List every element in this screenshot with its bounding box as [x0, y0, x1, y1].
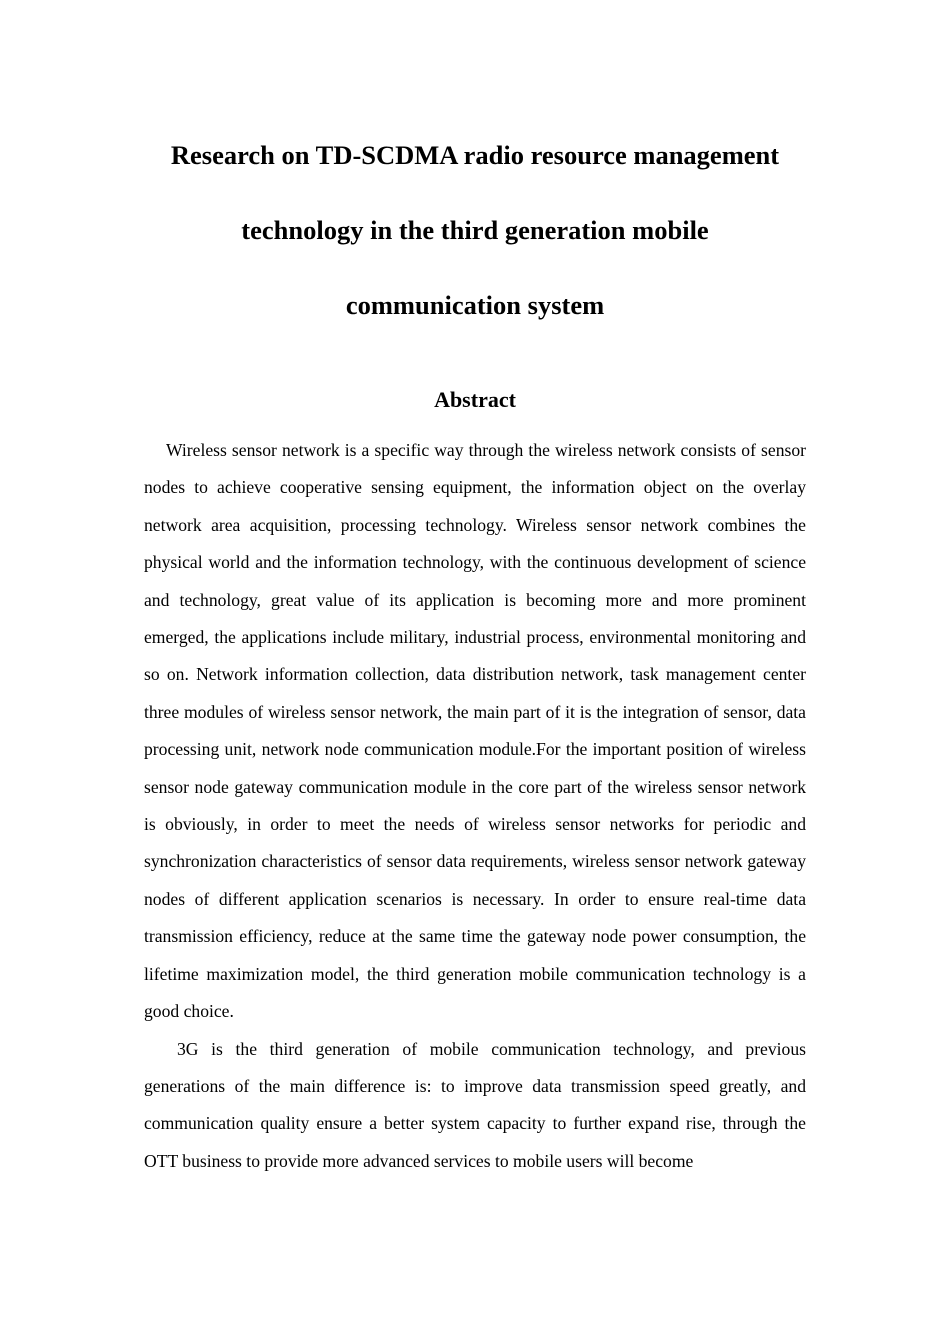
abstract-heading: Abstract: [434, 387, 516, 412]
abstract-body: [144, 432, 806, 1180]
title-line: technology in the third generation mobile: [241, 215, 709, 245]
abstract-paragraph: Wireless sensor network is a specific way through the wireless network consists of sensor nodes to achieve cooperative sensing equipment, the information object on the overlay network area acquisition, processing technology. Wireless sensor network combines the physical world and the information technology, with the continuous development of science and technology, great value of its application is becoming more and more prominent emerged, the applications include military, industrial process, environmental monitoring and so on. Network information collection, data distribution network, task management center three modules of wireless sensor network, the main part of it is the integration of sensor, data processing unit, network node communication module.For the important position of wireless sensor node gateway communication module in the core part of the wireless sensor network is obviously, in order to meet the needs of wireless sensor networks for periodic and synchronization characteristics of sensor data requirements, wireless sensor network gateway nodes of different application scenarios is necessary. In order to ensure real-time data transmission efficiency, reduce at the same time the gateway node power consumption, the lifetime maximization model, the third generation mobile communication technology is a good choice.: [144, 440, 806, 1022]
title-line: Research on TD-SCDMA radio resource management: [170, 140, 780, 170]
abstract-paragraph: 3G is the third generation of mobile communication technology, and previous generations of the main difference is: to improve data transmission speed greatly, and communication quality ensure a better system capacity to further expand rise, through the OTT business to provide more advanced services to mobile users will become: [144, 1038, 806, 1171]
document-title: [120, 118, 830, 343]
title-line: communication system: [345, 290, 605, 320]
